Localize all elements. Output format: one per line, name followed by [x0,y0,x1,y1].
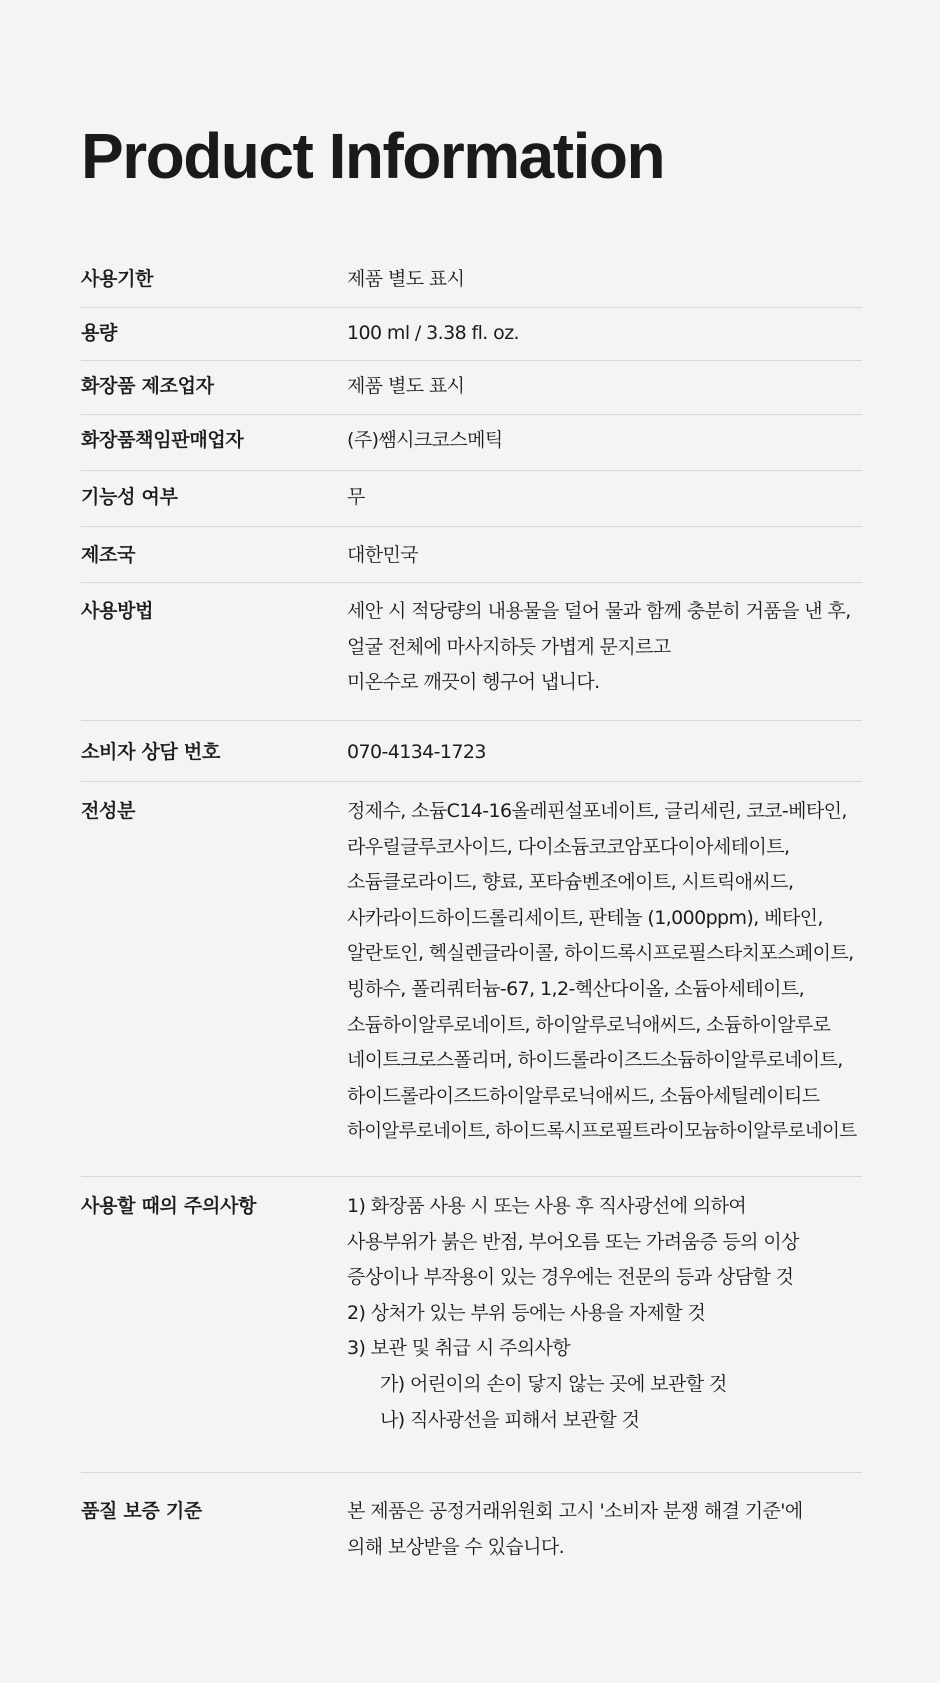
info-row-ingredients [81,781,862,1176]
value-line: 소듐하이알루로네이트, 하이알루로닉애씨드, 소듐하이알루로 [347,1013,831,1036]
value-line: 미온수로 깨끗이 헹구어 냅니다. [347,671,600,694]
row-value [347,538,418,574]
value-line: 나) 직사광선을 피해서 보관할 것 [380,1408,640,1431]
value-line: 의해 보상받을 수 있습니다. [347,1535,565,1558]
value-line: 1) 화장품 사용 시 또는 사용 후 직사광선에 의하여 [347,1195,747,1217]
value-line: 가) 어린이의 손이 닿지 않는 곳에 보관할 것 [380,1372,727,1395]
row-label: 화장품책임판매업자 [81,429,244,451]
value-line: 정제수, 소듐C14-16올레핀설포네이트, 글리세린, 코코-베타인, [347,800,847,822]
value-line: 제품 별도 표시 [347,375,465,397]
row-label: 사용기한 [81,268,154,290]
value-line: 무 [347,486,365,508]
row-value [347,423,503,459]
row-value [347,794,856,1150]
info-row-distributor [81,414,862,470]
value-line: 빙하수, 폴리쿼터늄-67, 1,2-헥산다이올, 소듐아세테이트, [347,977,805,1000]
info-row-expiry [81,262,862,307]
row-label: 사용방법 [81,600,154,622]
row-value [347,735,486,771]
row-value [347,1494,803,1565]
row-label: 기능성 여부 [81,486,178,508]
row-value [347,480,365,516]
info-row-country [81,526,862,582]
value-line: 소듐클로라이드, 향료, 포타슘벤조에이트, 시트릭애씨드, [347,871,794,894]
info-row-volume [81,307,862,360]
row-value [347,369,464,405]
row-value [347,316,519,352]
info-row-quality-guarantee [81,1472,862,1582]
page-title: Product Information [81,120,665,192]
value-line: 2) 상처가 있는 부위 등에는 사용을 자제할 것 [347,1301,706,1324]
value-line: 하이알루로네이트, 하이드록시프로필트라이모늄하이알루로네이트 [347,1121,857,1143]
row-label: 제조국 [81,544,136,566]
value-line: 3) 보관 및 취급 시 주의사항 [347,1337,571,1360]
value-line: 대한민국 [347,544,419,566]
value-line: 100 ml / 3.38 fl. oz. [347,322,520,344]
row-label: 사용할 때의 주의사항 [81,1195,257,1217]
row-value [347,594,851,701]
row-label: 품질 보증 기준 [81,1500,202,1522]
info-row-precautions [81,1176,862,1472]
value-line: 본 제품은 공정거래위원회 고시 '소비자 분쟁 해결 기준'에 [347,1500,803,1522]
value-line: 사용부위가 붉은 반점, 부어오름 또는 가려움증 등의 이상 [347,1230,799,1253]
row-label: 전성분 [81,800,136,822]
row-value [347,262,464,298]
value-line: 얼굴 전체에 마사지하듯 가볍게 문지르고 [347,635,671,658]
value-line: 하이드롤라이즈드하이알루로닉애씨드, 소듐아세틸레이티드 [347,1084,820,1107]
value-line: (주)쌤시크코스메틱 [347,429,503,451]
value-line: 네이트크로스폴리머, 하이드롤라이즈드소듐하이알루로네이트, [347,1049,843,1072]
value-line: 세안 시 적당량의 내용물을 덜어 물과 함께 충분히 거품을 낸 후, [347,600,851,622]
info-row-usage [81,582,862,720]
row-label: 화장품 제조업자 [81,375,214,397]
value-line: 사카라이드하이드롤리세이트, 판테놀 (1,000ppm), 베타인, [347,906,823,929]
value-line: 제품 별도 표시 [347,268,465,290]
value-line: 알란토인, 헥실렌글라이콜, 하이드록시프로필스타치포스페이트, [347,942,854,965]
info-row-manufacturer [81,360,862,414]
value-line: 라우릴글루코사이드, 다이소듐코코암포다이아세테이트, [347,835,790,858]
row-value [347,1189,799,1438]
info-row-functional [81,470,862,526]
row-label: 용량 [81,322,118,344]
row-label: 소비자 상담 번호 [81,741,221,763]
value-line: 증상이나 부작용이 있는 경우에는 전문의 등과 상담할 것 [347,1266,794,1289]
value-line: 070-4134-1723 [347,741,486,763]
info-row-consumer-contact [81,720,862,781]
